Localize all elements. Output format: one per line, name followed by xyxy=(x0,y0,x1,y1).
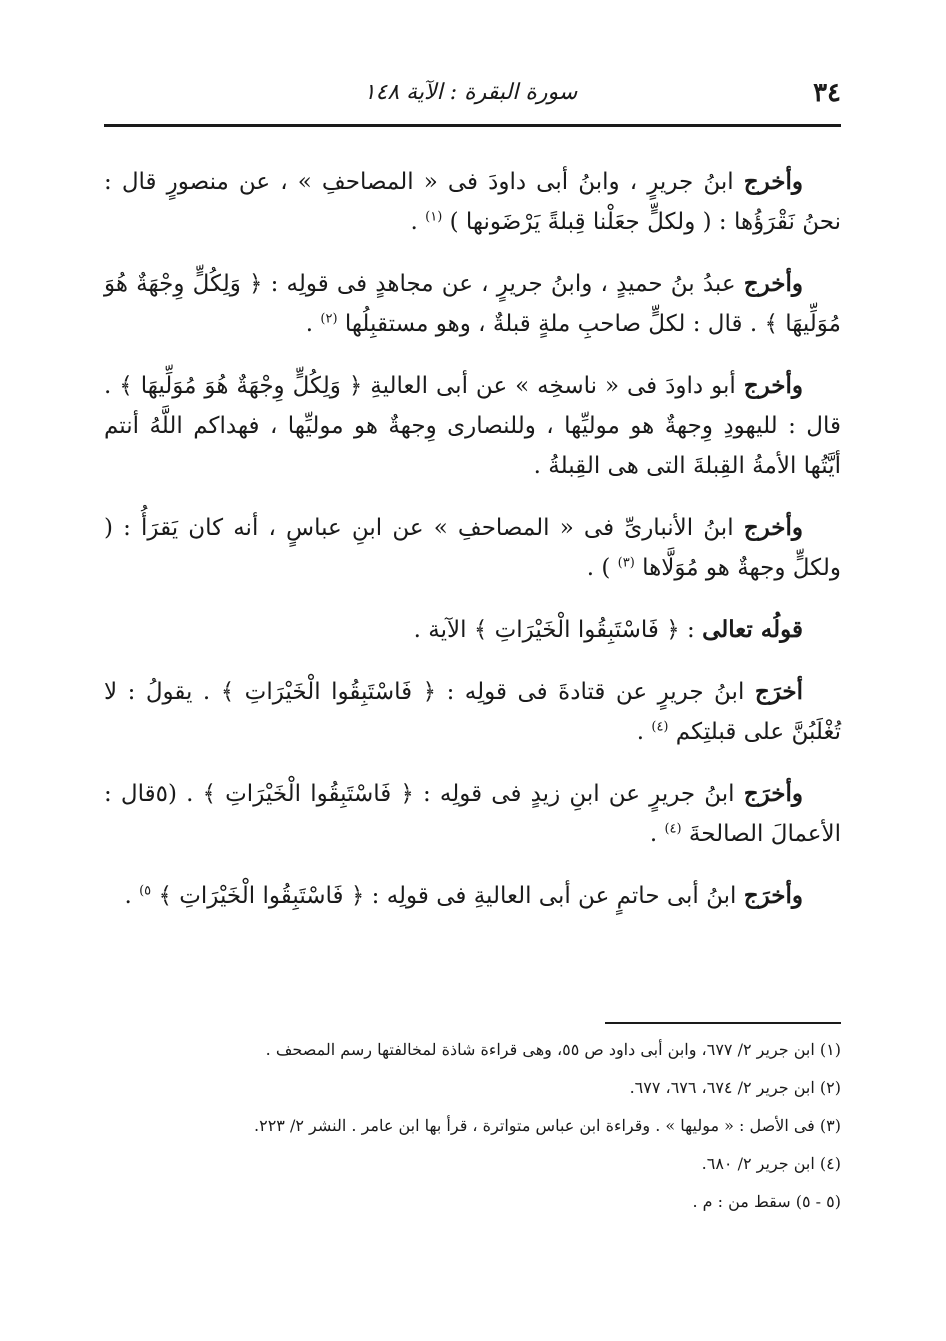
paragraph-text: ابنُ جريرٍ عن قتادةَ فى قولِه : ﴿ فَاسْتَبِقُوا الْخَيْرَاتِ ﴾ . يقولُ : لا تُغْلَبُنَّ على قبلتِكم xyxy=(104,679,841,745)
paragraph-8 xyxy=(104,876,841,916)
paragraph-tail: . xyxy=(124,883,140,909)
footnote-ref: (٤) xyxy=(664,821,682,837)
paragraph-3 xyxy=(104,366,841,486)
paragraph-5 xyxy=(104,610,841,650)
footnote-ref: (٢) xyxy=(320,311,338,327)
page-header xyxy=(100,78,841,118)
footnote-5: (٥ - ٥) سقط من : م . xyxy=(692,1192,841,1211)
paragraph-lead: وأخرج xyxy=(743,372,803,399)
paragraph-lead: وأخرج xyxy=(743,168,803,195)
footnote-3: (٣) فى الأصل : « موليها » . وقراءة ابن عباس متواترة ، قرأ بها ابن عامر . النشر ٢/ ٢٢٣. xyxy=(254,1116,841,1135)
paragraph-text: أبو داودَ فى « ناسخِه » عن أبى العاليةِ ﴿ وَلِكُلٍّ وِجْهَةٌ هُوَ مُوَلِّيهَا ﴾ . قال : لليهودِ وِجهةٌ هو موليِّها ، وللنصارى وِجهةٌ هو موليِّها ، فهداكم اللَّهُ أنتم أيَّتُها الأمةُ القِبلةَ التى هى القِبلةُ . xyxy=(104,373,841,479)
paragraph-text: ابنُ الأنبارىِّ فى « المصاحفِ » عن ابنِ عباسٍ ، أنه كان يَقرَأُ : ( ولكلٍّ وجهةٌ هو مُوَلَّاها xyxy=(104,515,841,581)
paragraph-text: عبدُ بنُ حميدٍ ، وابنُ جريرٍ ، عن مجاهدٍ فى قولِه : ﴿ وَلِكُلٍّ وِجْهَةٌ هُوَ مُوَلِّيهَا ﴾ . قال : لكلٍّ صاحبِ ملةٍ قبلةٌ ، وهو مستقبِلُها xyxy=(104,271,841,337)
paragraph-lead: أخرَج xyxy=(754,678,803,705)
paragraph-tail: . xyxy=(636,719,652,745)
paragraph-lead: وأخرَج xyxy=(743,882,803,909)
paragraph-text: ابنُ جريرٍ عن ابنِ زيدٍ فى قولِه : ﴿ فَاسْتَبِقُوا الْخَيْرَاتِ ﴾ . (٥قال : الأعمالَ الصالحةَ xyxy=(104,781,841,847)
paragraph-lead: وأخرج xyxy=(743,514,803,541)
footnote-ref: (١) xyxy=(425,209,443,225)
paragraph-text: : ﴿ فَاسْتَبِقُوا الْخَيْرَاتِ ﴾ الآية . xyxy=(413,617,703,643)
paragraph-tail: . xyxy=(305,311,321,337)
paragraph-tail: ) . xyxy=(586,555,618,581)
paragraph-tail: . xyxy=(649,821,665,847)
footnote-rule xyxy=(605,1022,841,1024)
footnotes xyxy=(104,1040,841,1230)
paragraph-2 xyxy=(104,264,841,344)
page-number: ٣٤ xyxy=(813,78,841,108)
footnote-4: (٤) ابن جرير ٢/ ٦٨٠. xyxy=(701,1154,841,1173)
paragraph-tail: . xyxy=(410,209,426,235)
footnote-1: (١) ابن جرير ٢/ ٦٧٧، وابن أبى داود ص ٥٥، وهى قراءة شاذة لمخالفتها رسم المصحف . xyxy=(265,1040,841,1059)
paragraph-text: ابنُ جريرٍ ، وابنُ أبى داودَ فى « المصاحفِ » ، عن منصورٍ قال : نحنُ نَقْرَؤُها : ( ولكلٍّ جعَلْنا قِبلةً يَرْضَونها ) xyxy=(104,169,841,235)
main-text xyxy=(104,162,841,938)
footnote-2: (٢) ابن جرير ٢/ ٦٧٤، ٦٧٦، ٦٧٧. xyxy=(629,1078,841,1097)
footnote-ref: ٥) xyxy=(139,883,152,899)
paragraph-text: ابنُ أبى حاتمٍ عن أبى العاليةِ فى قولِه : ﴿ فَاسْتَبِقُوا الْخَيْرَاتِ ﴾ xyxy=(151,883,744,909)
footnote-ref: (٣) xyxy=(617,555,635,571)
running-title: سورة البقرة : الآية ١٤٨ xyxy=(363,80,578,105)
paragraph-6 xyxy=(104,672,841,752)
paragraph-lead: وأخرج xyxy=(743,270,803,297)
paragraph-lead: وأخرَج xyxy=(743,780,803,807)
section-heading: قولُه تعالى xyxy=(702,616,803,643)
footnote-ref: (٤) xyxy=(651,719,669,735)
paragraph-4 xyxy=(104,508,841,588)
header-rule xyxy=(104,124,841,127)
paragraph-7 xyxy=(104,774,841,854)
paragraph-1 xyxy=(104,162,841,242)
